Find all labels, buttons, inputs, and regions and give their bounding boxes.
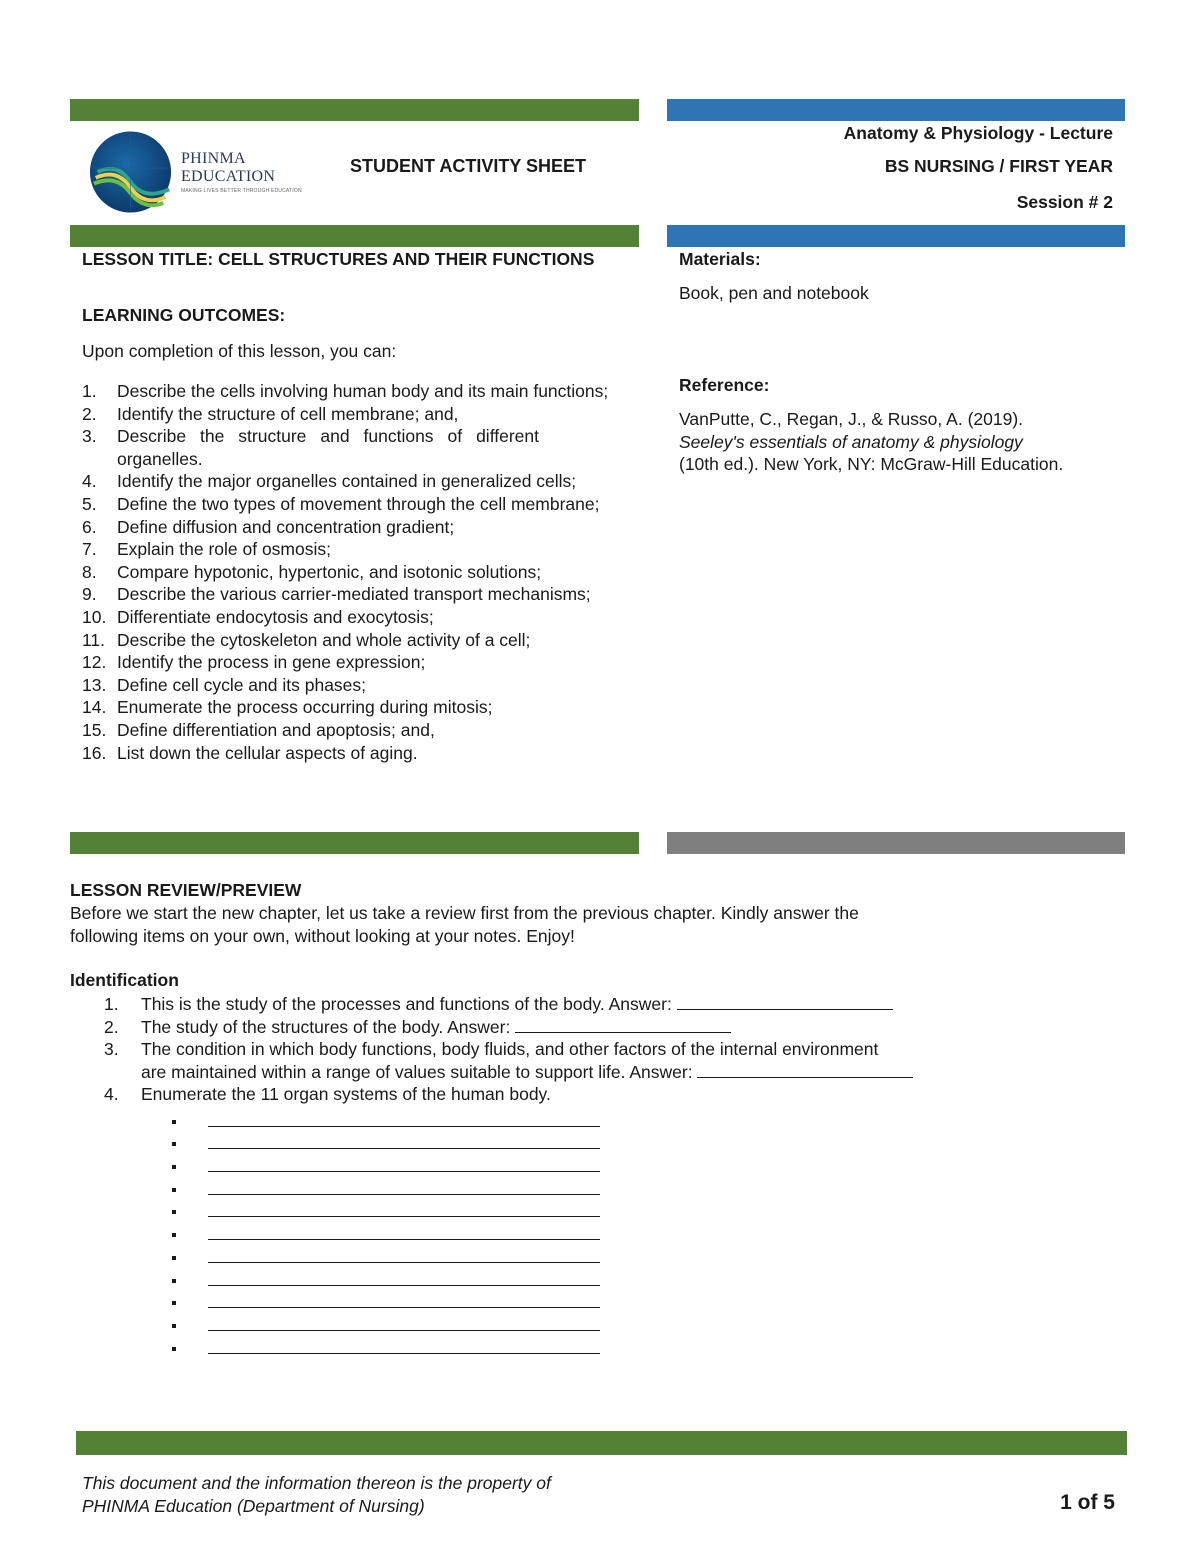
program-year: BS NURSING / FIRST YEAR [884, 156, 1113, 176]
question-number: 1. [104, 994, 119, 1014]
organ-systems-answer-list [172, 1106, 600, 1356]
header-bar-left [70, 99, 639, 121]
item-text: Identify the structure of cell membrane; and, [117, 403, 459, 424]
list-item [82, 380, 629, 403]
question-number: 2. [104, 1016, 119, 1037]
list-item [82, 742, 629, 765]
logo-tagline: MAKING LIVES BETTER THROUGH EDUCATION [180, 188, 302, 194]
list-item [82, 674, 629, 697]
answer-line[interactable] [208, 1147, 600, 1149]
review-line-2: following items on your own, without looking at your notes. Enjoy! [70, 925, 575, 946]
reference-authors: VanPutte, C., Regan, J., & Russo, A. (2019). [679, 409, 1024, 429]
list-item [82, 561, 629, 584]
item-number: 14. [82, 697, 107, 718]
answer-line[interactable] [208, 1125, 600, 1127]
item-number: 10. [82, 606, 107, 627]
item-text: Define cell cycle and its phases; [117, 674, 367, 695]
answer-line[interactable] [208, 1170, 600, 1172]
section-bar-left [70, 225, 639, 247]
answer-line-item[interactable] [172, 1106, 600, 1129]
answer-line[interactable] [208, 1261, 600, 1263]
outcomes-intro: Upon completion of this lesson, you can: [82, 341, 397, 361]
item-text: Explain the role of osmosis; [117, 539, 331, 560]
item-number: 6. [82, 516, 97, 537]
item-number: 16. [82, 742, 107, 763]
list-item [82, 696, 629, 719]
question-item [104, 1016, 994, 1039]
question-number: 3. [104, 1039, 119, 1060]
list-item [82, 403, 629, 426]
question-text: This is the study of the processes and functions of the body. Answer: [141, 994, 672, 1014]
answer-line-item[interactable] [172, 1129, 600, 1152]
question-item [104, 993, 994, 1016]
question-text: The study of the structures of the body. Answer: [141, 1016, 511, 1037]
item-text: List down the cellular aspects of aging. [117, 742, 418, 763]
answer-line[interactable] [208, 1284, 600, 1286]
section-bar-right [667, 225, 1125, 247]
question-text: Enumerate the 11 organ systems of the human body. [141, 1084, 551, 1105]
question-item [104, 1083, 994, 1106]
reference-publisher: (10th ed.). New York, NY: McGraw-Hill Education. [679, 454, 1064, 475]
reference-heading: Reference: [679, 375, 770, 395]
list-item [82, 651, 629, 674]
answer-line-item[interactable] [172, 1219, 600, 1242]
answer-line[interactable] [208, 1193, 600, 1195]
materials-heading: Materials: [679, 249, 761, 269]
bullet-square-icon [172, 1233, 176, 1237]
item-text: Identify the process in gene expression; [117, 652, 426, 673]
bullet-square-icon [172, 1120, 176, 1124]
learning-outcomes-list [82, 380, 629, 764]
closing-bar-right [667, 832, 1125, 854]
list-item [82, 470, 629, 493]
phinma-globe-icon [88, 128, 173, 216]
bullet-square-icon [172, 1279, 176, 1283]
bullet-square-icon [172, 1301, 176, 1305]
item-number: 8. [82, 561, 97, 582]
identification-questions [104, 993, 994, 1106]
identification-heading: Identification [70, 970, 179, 990]
phinma-logo [88, 126, 338, 218]
bullet-square-icon [172, 1142, 176, 1146]
item-text: Identify the major organelles contained in generalized cells; [117, 471, 577, 492]
item-text: Describe the cells involving human body and its main functions; [117, 381, 609, 401]
question-text-continued: are maintained within a range of values suitable to support life. Answer: [141, 1061, 693, 1082]
item-number: 7. [82, 539, 97, 560]
course-title: Anatomy & Physiology - Lecture [843, 123, 1113, 143]
bullet-square-icon [172, 1210, 176, 1214]
answer-line-item[interactable] [172, 1174, 600, 1197]
footer-notice [82, 1472, 551, 1517]
answer-line-item[interactable] [172, 1242, 600, 1265]
page-number: 1 of 5 [1060, 1491, 1115, 1514]
session-number: Session # 2 [1016, 192, 1113, 212]
question-item [104, 1038, 994, 1083]
footer-line-2: PHINMA Education (Department of Nursing) [82, 1495, 425, 1516]
item-number: 11. [82, 629, 106, 650]
question-number: 4. [104, 1084, 119, 1105]
answer-line-item[interactable] [172, 1310, 600, 1333]
item-text: Differentiate endocytosis and exocytosis; [117, 606, 434, 627]
review-heading: LESSON REVIEW/PREVIEW [70, 880, 302, 900]
reference-book-title: Seeley's essentials of anatomy & physiology [679, 431, 1023, 452]
answer-line[interactable] [208, 1238, 600, 1240]
closing-bar-left [70, 832, 639, 854]
sheet-title: STUDENT ACTIVITY SHEET [350, 156, 587, 176]
item-number: 4. [82, 471, 97, 492]
list-item [82, 538, 629, 561]
footer-bar [76, 1431, 1127, 1455]
answer-line[interactable] [208, 1352, 600, 1354]
item-text: Describe the structure and functions of different organelles. [117, 426, 539, 469]
bullet-square-icon [172, 1324, 176, 1328]
logo-name: PHINMA EDUCATION [180, 150, 276, 185]
list-item [82, 719, 629, 742]
item-number: 2. [82, 403, 97, 424]
item-number: 13. [82, 674, 107, 695]
outcomes-heading: LEARNING OUTCOMES: [82, 305, 286, 325]
review-instructions [70, 902, 1000, 947]
lesson-title: LESSON TITLE: CELL STRUCTURES AND THEIR FUNCTIONS [82, 249, 595, 269]
item-text: Define differentiation and apoptosis; and, [117, 719, 435, 740]
review-line-1: Before we start the new chapter, let us take a review first from the previous chapter. Kindly answer the [70, 903, 859, 923]
item-text: Compare hypotonic, hypertonic, and isotonic solutions; [117, 561, 542, 582]
answer-line[interactable] [208, 1329, 600, 1331]
answer-blank[interactable] [697, 1061, 913, 1078]
item-number: 5. [82, 493, 97, 514]
answer-line-item[interactable] [172, 1197, 600, 1220]
list-item [82, 425, 629, 470]
reference-citation [679, 408, 1119, 476]
question-text: The condition in which body functions, body fluids, and other factors of the internal environment [141, 1039, 879, 1060]
list-item [82, 493, 629, 516]
list-item [82, 606, 629, 629]
answer-line-item[interactable] [172, 1265, 600, 1288]
item-text: Describe the cytoskeleton and whole activity of a cell; [117, 629, 531, 650]
answer-line[interactable] [208, 1215, 600, 1217]
bullet-square-icon [172, 1347, 176, 1351]
materials-text: Book, pen and notebook [679, 283, 869, 303]
list-item [82, 516, 629, 539]
item-number: 3. [82, 426, 97, 447]
list-item [82, 583, 629, 606]
answer-line[interactable] [208, 1306, 600, 1308]
answer-line-item[interactable] [172, 1288, 600, 1311]
bullet-square-icon [172, 1256, 176, 1260]
item-text: Define diffusion and concentration gradient; [117, 516, 455, 537]
item-text: Define the two types of movement through the cell membrane; [117, 493, 600, 514]
answer-line-item[interactable] [172, 1333, 600, 1356]
item-number: 1. [82, 381, 97, 401]
item-number: 15. [82, 719, 107, 740]
bullet-square-icon [172, 1165, 176, 1169]
item-text: Enumerate the process occurring during mitosis; [117, 697, 493, 718]
item-number: 9. [82, 584, 97, 605]
list-item [82, 629, 629, 652]
item-text: Describe the various carrier-mediated transport mechanisms; [117, 584, 591, 605]
answer-blank[interactable] [515, 1016, 731, 1033]
footer-line-1: This document and the information thereon is the property of [82, 1473, 551, 1493]
answer-blank[interactable] [677, 993, 893, 1010]
answer-line-item[interactable] [172, 1151, 600, 1174]
item-number: 12. [82, 652, 107, 673]
header-bar-right [667, 99, 1125, 121]
bullet-square-icon [172, 1188, 176, 1192]
